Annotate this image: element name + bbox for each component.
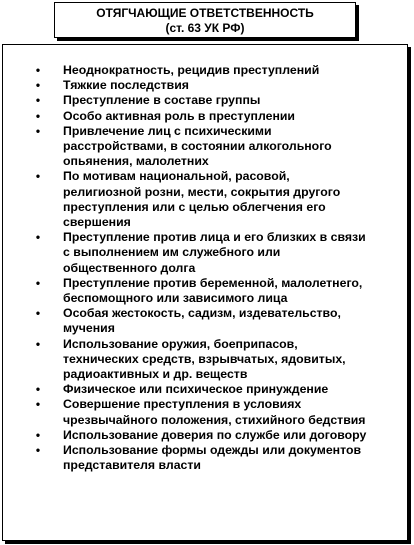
list-item [33,397,403,427]
title-box [54,2,356,38]
bullet-icon: • [35,78,41,93]
title-heading: ОТЯГЧАЮЩИЕ ОТВЕТСТВЕННОСТЬ [96,6,314,20]
list-item [33,230,403,276]
list-item [33,306,403,336]
list-item [33,337,403,383]
bullet-icon: • [35,230,41,245]
factors-list [33,63,403,473]
list-item-text: Использование оружия, боеприпасов, технических средств, взрывчатых, ядовитых, радиоактивных и др. веществ [63,336,346,382]
factors-box [2,44,408,541]
list-item [33,63,403,78]
list-item-text: Преступление в составе группы [63,93,261,108]
list-item-text: По мотивам национальной, расовой, религиозной розни, мести, сокрытия другого преступления или с целью облегчения его свершения [63,169,341,230]
list-item-text: Использование формы одежды или документов представителя власти [63,443,362,473]
bullet-icon: • [35,275,41,290]
list-item-text: Использование доверия по службе или договору [63,427,367,442]
list-item [33,382,403,397]
list-item-text: Преступление против лица и его близких в связи с выполнением им служебного или общественного долга [63,230,366,275]
list-item-text: Тяжкие последствия [63,78,189,93]
bullet-icon: • [35,443,41,458]
list-item [33,443,403,473]
list-item-text: Неоднократность, рецидив преступлений [63,63,320,77]
title-article-reference: (ст. 63 УК РФ) [165,21,245,35]
bullet-icon: • [35,63,41,77]
list-item [33,78,403,93]
bullet-icon: • [35,306,41,321]
list-item-text: Совершение преступления в условиях чрезвычайного положения, стихийного бедствия [63,397,366,427]
bullet-icon: • [35,123,41,138]
bullet-icon: • [35,397,41,412]
list-item [33,109,403,124]
bullet-icon: • [35,93,41,108]
list-item-text: Особо активная роль в преступлении [63,108,295,123]
bullet-icon: • [35,382,41,397]
list-item-text: Преступление против беременной, малолетнего, беспомощного или зависимого лица [63,275,363,306]
list-item [33,169,403,230]
list-item [33,276,403,306]
list-item-text: Привлечение лиц с психическими расстройствами, в состоянии алкогольного опьянения, малолетних [63,123,332,169]
list-item [33,428,403,443]
bullet-icon: • [35,108,41,123]
bullet-icon: • [35,336,41,351]
list-item [33,93,403,108]
bullet-icon: • [35,427,41,442]
list-item-text: Особая жестокость, садизм, издевательство, мучения [63,306,341,336]
list-item [33,124,403,170]
list-item-text: Физическое или психическое принуждение [63,382,329,397]
bullet-icon: • [35,169,41,184]
